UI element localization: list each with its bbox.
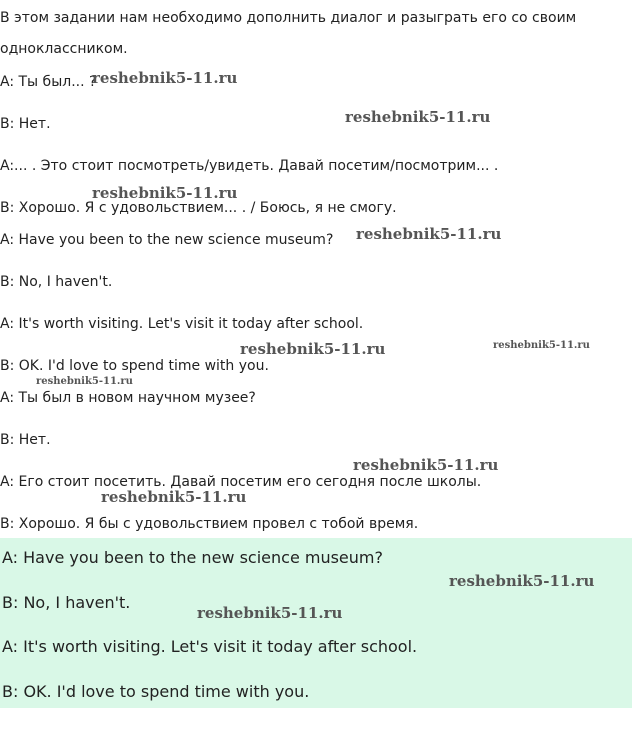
template-line-a1: A: Ты был... ? [0,74,97,90]
translation-line-a2: A: Его стоит посетить. Давай посетим его сегодня после школы. [0,474,482,490]
answer-line-b1: B: No, I haven't. [2,593,131,612]
template-line-b1: B: Нет. [0,116,51,132]
watermark: reshebnik5-11.ru [92,184,238,202]
watermark: reshebnik5-11.ru [197,604,343,622]
watermark: reshebnik5-11.ru [353,456,499,474]
answer-block [0,538,632,708]
answer-line-a2: A: It's worth visiting. Let's visit it today after school. [2,637,418,656]
watermark: reshebnik5-11.ru [240,340,386,358]
watermark: reshebnik5-11.ru [92,69,238,87]
english-line-a1: A: Have you been to the new science museum? [0,232,334,248]
english-line-b1: B: No, I haven't. [0,274,113,290]
answer-line-b2: B: OK. I'd love to spend time with you. [2,682,310,701]
watermark: reshebnik5-11.ru [449,572,595,590]
translation-line-b1: B: Нет. [0,432,51,448]
watermark: reshebnik5-11.ru [493,340,590,351]
intro-line-2: одноклассником. [0,41,128,57]
watermark: reshebnik5-11.ru [345,108,491,126]
watermark: reshebnik5-11.ru [101,488,247,506]
english-line-b2: B: OK. I'd love to spend time with you. [0,358,269,374]
answer-line-a1: A: Have you been to the new science museum? [2,548,383,567]
template-line-b2: B: Хорошо. Я с удовольствием... . / Боюсь, я не смогу. [0,200,397,216]
template-line-a2: A:... . Это стоит посмотреть/увидеть. Давай посетим/посмотрим... . [0,158,499,174]
intro-line-1: В этом задании нам необходимо дополнить диалог и разыграть его со своим [0,10,577,26]
translation-line-a1: A: Ты был в новом научном музее? [0,390,256,406]
watermark: reshebnik5-11.ru [356,225,502,243]
watermark: reshebnik5-11.ru [36,376,133,387]
english-line-a2: A: It's worth visiting. Let's visit it today after school. [0,316,364,332]
translation-line-b2: B: Хорошо. Я бы с удовольствием провел с тобой время. [0,516,419,532]
